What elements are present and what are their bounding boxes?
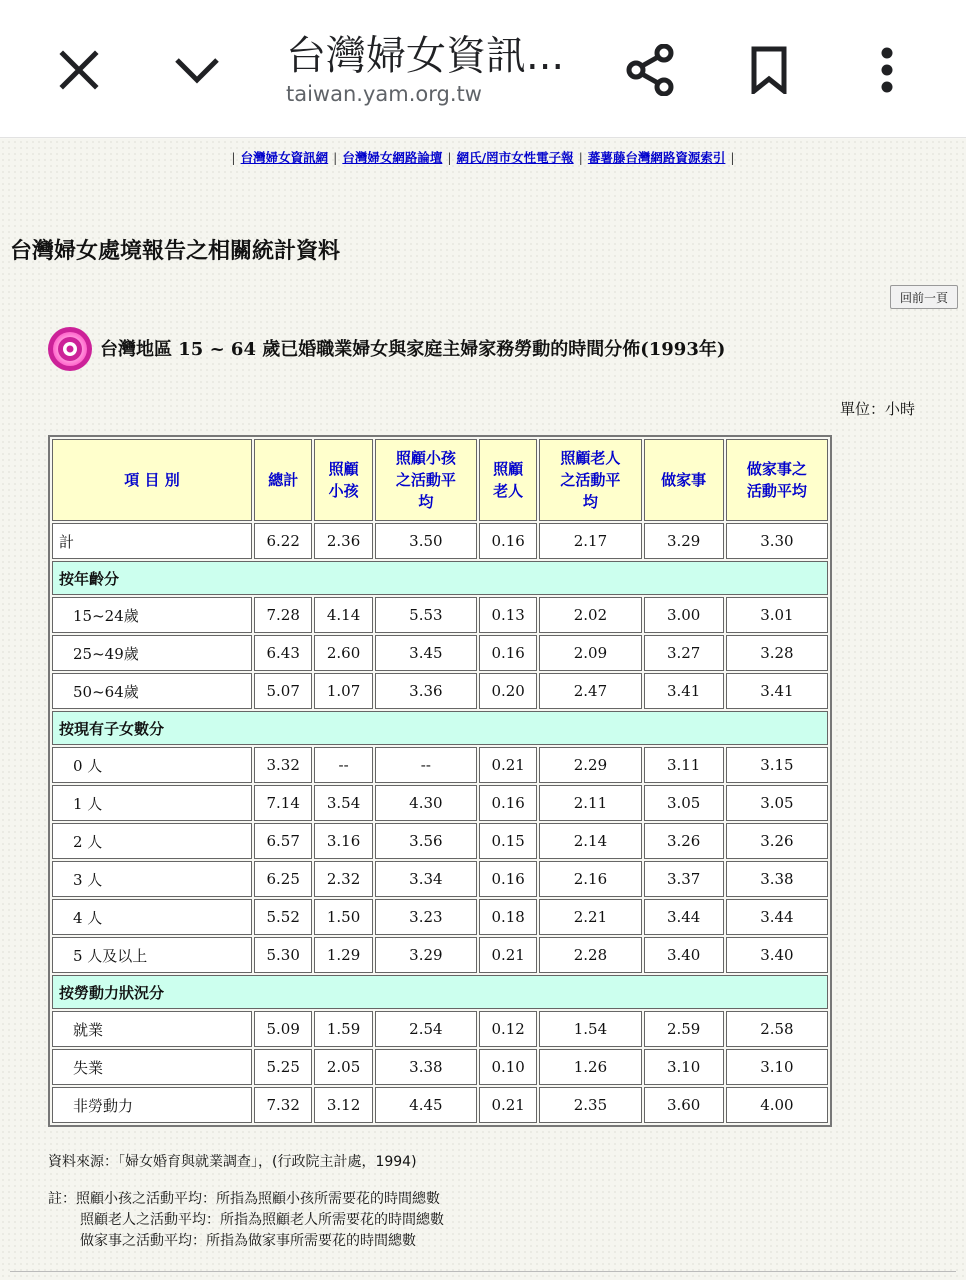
share-icon xyxy=(626,44,676,96)
table-cell: 3.44 xyxy=(644,899,724,935)
table-cell: 5.52 xyxy=(254,899,312,935)
table-cell: 2.47 xyxy=(539,673,641,709)
table-row xyxy=(52,673,828,709)
table-row xyxy=(52,937,828,973)
table-cell: 4.14 xyxy=(314,597,372,633)
table-cell: 3.40 xyxy=(726,937,828,973)
col-header-text: 照顧小孩 之活動平 均 xyxy=(395,449,456,511)
table-cell: 3.28 xyxy=(726,635,828,671)
back-button[interactable]: 回前一頁 xyxy=(890,285,958,309)
col-header-childcare-avg xyxy=(375,439,477,521)
table-cell: 3.29 xyxy=(375,937,477,973)
nav-separator: | xyxy=(578,150,583,165)
table-cell: 3.60 xyxy=(644,1087,724,1123)
table-row xyxy=(52,1049,828,1085)
col-header-eldercare-avg xyxy=(539,439,641,521)
table-cell: 6.22 xyxy=(254,523,312,559)
table-header-row xyxy=(52,439,828,521)
section-row-children xyxy=(52,711,828,745)
table-cell: 2.35 xyxy=(539,1087,641,1123)
table-cell: 2.59 xyxy=(644,1011,724,1047)
table-cell: 3.11 xyxy=(644,747,724,783)
row-label: 50~64歲 xyxy=(52,673,252,709)
table-row xyxy=(52,1011,828,1047)
footnote-childcare: 註：照顧小孩之活動平均：所指為照顧小孩所需要花的時間總數 xyxy=(48,1191,440,1207)
divider xyxy=(10,1271,956,1272)
unit-label: 單位：小時 xyxy=(840,400,916,418)
table-row xyxy=(52,597,828,633)
row-label: 5 人及以上 xyxy=(52,937,252,973)
table-cell: 3.38 xyxy=(726,861,828,897)
table-cell: 7.14 xyxy=(254,785,312,821)
table-row xyxy=(52,635,828,671)
table-cell: 2.17 xyxy=(539,523,641,559)
col-header-housework-avg xyxy=(726,439,828,521)
more-options-button[interactable] xyxy=(852,35,922,105)
table-cell: 0.10 xyxy=(479,1049,537,1085)
table-cell: 7.32 xyxy=(254,1087,312,1123)
share-button[interactable] xyxy=(616,35,686,105)
table-body xyxy=(52,523,828,1123)
col-header-text: 照顧老人 之活動平 均 xyxy=(560,449,621,511)
table-cell: 0.16 xyxy=(479,635,537,671)
table-cell: 3.00 xyxy=(644,597,724,633)
table-cell: 1.50 xyxy=(314,899,372,935)
table-cell: 0.15 xyxy=(479,823,537,859)
table-row xyxy=(52,861,828,897)
table-cell: 2.54 xyxy=(375,1011,477,1047)
table-cell: 3.26 xyxy=(726,823,828,859)
table-cell: 2.05 xyxy=(314,1049,372,1085)
table-cell: 3.44 xyxy=(726,899,828,935)
target-icon xyxy=(46,325,96,375)
table-cell: -- xyxy=(375,747,477,783)
statistics-table xyxy=(48,435,832,1127)
footnotes xyxy=(48,1189,444,1252)
page-title: 台灣婦女處境報告之相關統計資料 xyxy=(10,239,341,264)
table-cell: 3.41 xyxy=(644,673,724,709)
table-cell: 0.16 xyxy=(479,523,537,559)
table-cell: 2.21 xyxy=(539,899,641,935)
table-cell: 2.60 xyxy=(314,635,372,671)
page-tab-title: 台灣婦女資訊... xyxy=(286,33,565,79)
table-cell: 5.09 xyxy=(254,1011,312,1047)
table-cell: 3.05 xyxy=(644,785,724,821)
table-row xyxy=(52,1087,828,1123)
table-cell: 3.40 xyxy=(644,937,724,973)
table-row xyxy=(52,823,828,859)
col-header-childcare xyxy=(314,439,372,521)
browser-toolbar xyxy=(0,0,966,138)
more-vert-icon xyxy=(880,47,894,93)
table-cell: 0.16 xyxy=(479,785,537,821)
table-cell: 3.37 xyxy=(644,861,724,897)
table-cell: 1.26 xyxy=(539,1049,641,1085)
bookmark-button[interactable] xyxy=(734,35,804,105)
chevron-down-icon xyxy=(174,55,220,85)
table-cell: 1.59 xyxy=(314,1011,372,1047)
section-title: 按勞動力狀況分 xyxy=(52,975,828,1009)
table-cell: 3.23 xyxy=(375,899,477,935)
section-row-age xyxy=(52,561,828,595)
row-label: 25~49歲 xyxy=(52,635,252,671)
table-cell: -- xyxy=(314,747,372,783)
row-label: 計 xyxy=(52,523,252,559)
web-page xyxy=(0,139,966,1280)
close-icon xyxy=(59,50,99,90)
table-cell: 3.36 xyxy=(375,673,477,709)
data-source: 資料來源：「婦女婚育與就業調查」，(行政院主計處，1994) xyxy=(48,1154,417,1170)
table-cell: 1.54 xyxy=(539,1011,641,1047)
section-title: 按年齡分 xyxy=(52,561,828,595)
table-cell: 3.05 xyxy=(726,785,828,821)
table-cell: 0.21 xyxy=(479,937,537,973)
table-cell: 3.50 xyxy=(375,523,477,559)
table-cell: 4.30 xyxy=(375,785,477,821)
table-cell: 2.16 xyxy=(539,861,641,897)
table-row xyxy=(52,747,828,783)
table-cell: 3.29 xyxy=(644,523,724,559)
nav-separator: | xyxy=(231,150,236,165)
table-cell: 3.30 xyxy=(726,523,828,559)
minimize-button[interactable] xyxy=(162,35,232,105)
table-cell: 2.36 xyxy=(314,523,372,559)
col-header-text: 項 目 別 xyxy=(124,471,180,489)
table-cell: 6.43 xyxy=(254,635,312,671)
table-cell: 2.32 xyxy=(314,861,372,897)
table-cell: 0.12 xyxy=(479,1011,537,1047)
row-label: 3 人 xyxy=(52,861,252,897)
col-header-text: 總計 xyxy=(268,471,299,489)
table-cell: 0.13 xyxy=(479,597,537,633)
col-header-item xyxy=(52,439,252,521)
table-cell: 3.34 xyxy=(375,861,477,897)
table-cell: 3.26 xyxy=(644,823,724,859)
row-label: 就業 xyxy=(52,1011,252,1047)
table-cell: 2.09 xyxy=(539,635,641,671)
table-cell: 0.18 xyxy=(479,899,537,935)
site-nav xyxy=(0,148,966,166)
nav-separator: | xyxy=(447,150,452,165)
table-row xyxy=(52,785,828,821)
table-cell: 5.07 xyxy=(254,673,312,709)
footnote-housework: 做家事之活動平均：所指為做家事所需要花的時間總數 xyxy=(80,1233,416,1249)
col-header-text: 做家事 xyxy=(661,471,707,489)
nav-separator: | xyxy=(333,150,338,165)
table-cell: 2.11 xyxy=(539,785,641,821)
table-cell: 4.45 xyxy=(375,1087,477,1123)
table-cell: 1.07 xyxy=(314,673,372,709)
col-header-text: 照顧 小孩 xyxy=(328,460,359,500)
table-cell: 3.12 xyxy=(314,1087,372,1123)
page-url[interactable]: taiwan.yam.org.tw xyxy=(286,82,482,106)
table-cell: 0.21 xyxy=(479,747,537,783)
table-cell: 2.29 xyxy=(539,747,641,783)
row-label: 非勞動力 xyxy=(52,1087,252,1123)
table-title: 台灣地區 15 ~ 64 歲已婚職業婦女與家庭主婦家務勞動的時間分佈(1993年) xyxy=(100,339,726,360)
table-cell: 3.32 xyxy=(254,747,312,783)
table-cell: 3.27 xyxy=(644,635,724,671)
table-cell: 5.25 xyxy=(254,1049,312,1085)
bookmark-icon xyxy=(751,46,787,94)
table-cell: 4.00 xyxy=(726,1087,828,1123)
nav-link-women-info[interactable]: 台灣婦女資訊網 xyxy=(240,150,329,165)
nav-link-newsletter[interactable]: 網氏/罔市女性電子報 xyxy=(456,150,574,165)
row-label: 4 人 xyxy=(52,899,252,935)
table-cell: 3.54 xyxy=(314,785,372,821)
row-label: 2 人 xyxy=(52,823,252,859)
table-cell: 3.56 xyxy=(375,823,477,859)
row-label: 15~24歲 xyxy=(52,597,252,633)
table-cell: 6.57 xyxy=(254,823,312,859)
row-label: 1 人 xyxy=(52,785,252,821)
table-cell: 2.58 xyxy=(726,1011,828,1047)
table-row-total xyxy=(52,523,828,559)
col-header-text: 照顧 老人 xyxy=(493,460,524,500)
table-cell: 1.29 xyxy=(314,937,372,973)
table-row xyxy=(52,899,828,935)
table-cell: 0.21 xyxy=(479,1087,537,1123)
table-cell: 0.20 xyxy=(479,673,537,709)
table-cell: 0.16 xyxy=(479,861,537,897)
nav-separator: | xyxy=(730,150,735,165)
col-header-total xyxy=(254,439,312,521)
table-cell: 3.01 xyxy=(726,597,828,633)
nav-link-forum[interactable]: 台灣婦女網路論壇 xyxy=(342,150,443,165)
table-cell: 2.02 xyxy=(539,597,641,633)
close-button[interactable] xyxy=(44,35,114,105)
table-cell: 3.45 xyxy=(375,635,477,671)
table-cell: 3.38 xyxy=(375,1049,477,1085)
section-row-labor xyxy=(52,975,828,1009)
table-cell: 3.15 xyxy=(726,747,828,783)
table-cell: 2.14 xyxy=(539,823,641,859)
row-label: 失業 xyxy=(52,1049,252,1085)
table-cell: 3.16 xyxy=(314,823,372,859)
row-label: 0 人 xyxy=(52,747,252,783)
table-cell: 3.10 xyxy=(644,1049,724,1085)
table-cell: 5.30 xyxy=(254,937,312,973)
table-cell: 5.53 xyxy=(375,597,477,633)
table-cell: 7.28 xyxy=(254,597,312,633)
col-header-eldercare xyxy=(479,439,537,521)
section-title: 按現有子女數分 xyxy=(52,711,828,745)
table-cell: 3.10 xyxy=(726,1049,828,1085)
table-cell: 6.25 xyxy=(254,861,312,897)
nav-link-yam-index[interactable]: 蕃薯藤台灣網路資源索引 xyxy=(587,150,726,165)
table-cell: 2.28 xyxy=(539,937,641,973)
col-header-housework xyxy=(644,439,724,521)
footnote-eldercare: 照顧老人之活動平均：所指為照顧老人所需要花的時間總數 xyxy=(80,1212,444,1228)
col-header-text: 做家事之 活動平均 xyxy=(746,460,807,500)
table-cell: 3.41 xyxy=(726,673,828,709)
